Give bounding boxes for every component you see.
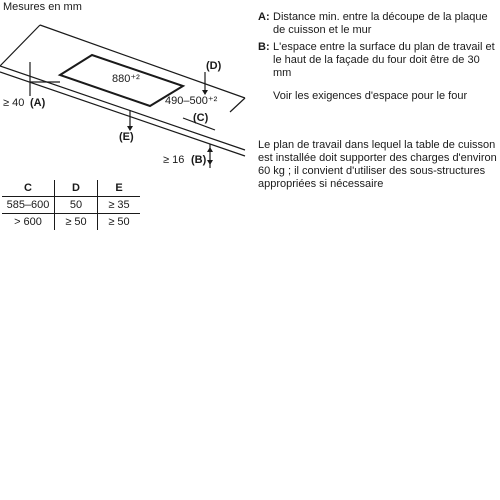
cutout-depth-label: 490–500⁺²: [165, 95, 218, 107]
label-B: (B): [191, 154, 207, 166]
table-header-D: D: [55, 180, 98, 197]
table-cell: 585–600: [2, 197, 55, 214]
table-cell: 50: [55, 197, 98, 214]
table-cell: ≥ 50: [98, 214, 141, 231]
table-cell: > 600: [2, 214, 55, 231]
oven-note: Voir les exigences d'espace pour le four: [273, 90, 468, 102]
label-A-value: ≥ 40: [3, 97, 25, 109]
cutout-width-label: 880⁺²: [112, 73, 140, 85]
support-note: Le plan de travail dans lequel la table de cuisson est installée doit supporter des charges d'environ 60 kg ; il convient d'utiliser des sous-structures appropriées si nécessaire: [258, 139, 497, 190]
arrow-B-top: [207, 147, 213, 152]
table-header-E: E: [98, 180, 141, 197]
table-header-row: [2, 180, 140, 197]
note-B-text: L'espace entre la surface du plan de travail et le haut de la façade du four doit être de 30 mm: [273, 41, 495, 79]
dimension-table: [2, 180, 140, 230]
worktop-left-edge: [0, 25, 40, 66]
note-B: [258, 41, 498, 80]
note-A-key: A:: [258, 11, 270, 23]
note-A: [258, 11, 498, 37]
table-header-C: C: [2, 180, 55, 197]
table-row: [2, 197, 140, 214]
table-cell: ≥ 50: [55, 214, 98, 231]
table-row: [2, 214, 140, 231]
label-A: (A): [30, 97, 46, 109]
label-D: (D): [206, 60, 222, 72]
label-E: (E): [119, 131, 134, 143]
arrow-B-bottom: [207, 160, 213, 165]
label-B-value: ≥ 16: [163, 154, 185, 166]
label-C: (C): [193, 112, 209, 124]
note-A-text: Distance min. entre la découpe de la plaque de cuisson et le mur: [273, 11, 488, 36]
note-B-key: B:: [258, 41, 270, 53]
notes-panel: [258, 11, 498, 191]
table-cell: ≥ 35: [98, 197, 141, 214]
units-label: Mesures en mm: [3, 1, 82, 13]
worktop-right-edge: [230, 98, 245, 112]
